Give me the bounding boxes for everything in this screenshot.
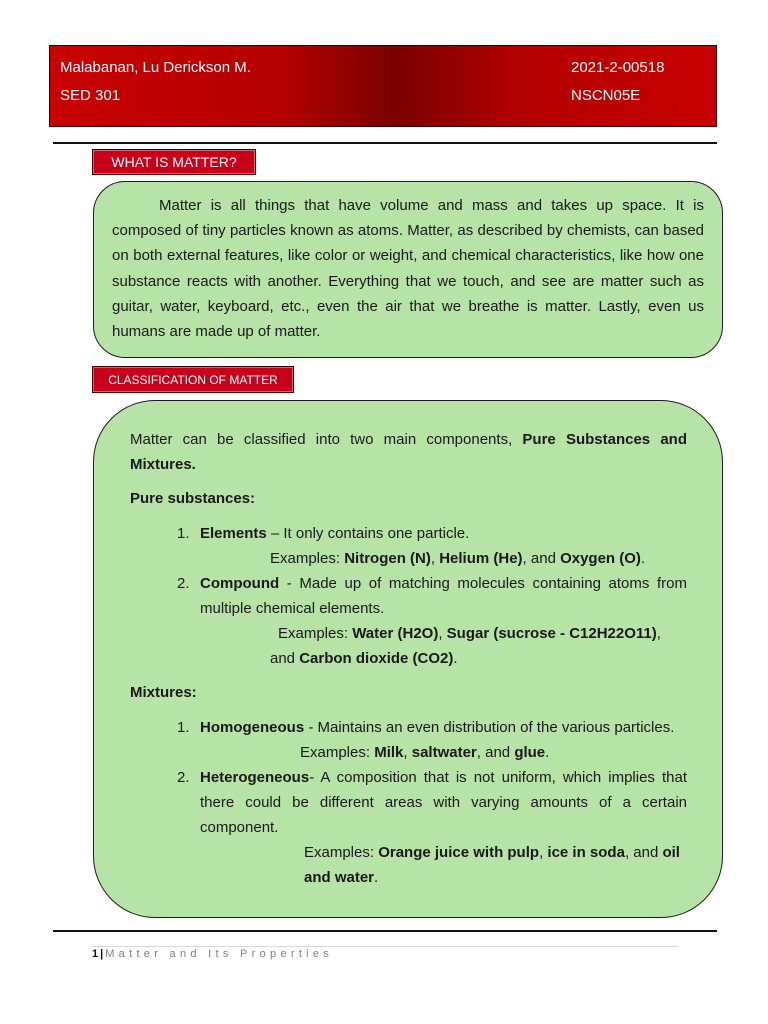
section-code: NSCN05E — [571, 87, 641, 104]
footer-thin-rule — [92, 946, 678, 947]
header-banner — [49, 45, 717, 127]
examples-label: Examples: — [304, 844, 379, 861]
section-tag-classification: CLASSIFICATION OF MATTER — [92, 366, 294, 393]
classification-intro — [130, 427, 687, 477]
list-item-compound — [130, 571, 687, 621]
example-item: Helium (He) — [439, 550, 523, 567]
example-item: saltwater — [411, 744, 477, 761]
example-item: ice in soda — [547, 844, 625, 861]
compound-desc: - Made up of matching molecules containing atoms from multiple chemical elements. — [200, 575, 687, 617]
example-item: Orange juice with pulp — [378, 844, 540, 861]
example-item: Nitrogen (N) — [344, 550, 431, 567]
course-code: SED 301 — [60, 87, 121, 104]
footer-title: Matter and Its Properties — [105, 948, 334, 960]
heterogeneous-examples: Examples: Orange juice with pulp, ice in soda, and oil and water. — [304, 844, 680, 886]
intro-text: Matter can be classified into two main components, — [130, 431, 513, 448]
elements-desc: – It only contains one particle. — [266, 525, 470, 542]
page-footer — [92, 948, 333, 960]
list-number: 1. — [177, 719, 190, 736]
homogeneous-term: Homogeneous — [200, 719, 305, 736]
list-number: 2. — [177, 575, 190, 592]
list-item-elements — [130, 521, 687, 546]
student-id: 2021-2-00518 — [571, 59, 665, 76]
mixtures-heading: Mixtures: — [130, 684, 197, 701]
list-number: 2. — [177, 769, 190, 786]
student-name: Malabanan, Lu Derickson M. — [60, 59, 251, 76]
compound-term: Compound — [200, 575, 280, 592]
footer-separator: | — [100, 948, 104, 960]
example-item: glue — [514, 744, 546, 761]
elements-examples: Examples: Nitrogen (N), Helium (He), and Oxygen (O). — [270, 550, 646, 567]
list-item-heterogeneous — [130, 765, 687, 840]
footer-divider — [53, 930, 717, 932]
heterogeneous-term: Heterogeneous — [200, 769, 310, 786]
examples-label: Examples: — [270, 550, 345, 567]
heterogeneous-desc: - A composition that is not uniform, which implies that there could be different areas with varying amounts of a certain component. — [200, 769, 687, 836]
definition-box — [93, 181, 723, 358]
example-item: Carbon dioxide (CO2) — [299, 650, 454, 667]
definition-paragraph — [112, 193, 704, 344]
elements-term: Elements — [200, 525, 267, 542]
homogeneous-desc: - Maintains an even distribution of the various particles. — [304, 719, 675, 736]
examples-label: Examples: — [300, 744, 375, 761]
example-item: Sugar (sucrose - C12H22O11) — [446, 625, 657, 642]
intro-bold: Pure Substances and Mixtures. — [130, 431, 687, 473]
example-item: Milk — [374, 744, 404, 761]
example-item: oil and water — [304, 844, 680, 886]
classification-box — [93, 400, 723, 918]
list-item-homogeneous — [130, 715, 687, 740]
compound-examples-line1: Examples: Water (H2O), Sugar (sucrose - C12H22O11), — [278, 625, 661, 642]
example-item: Water (H2O) — [352, 625, 439, 642]
example-item: Oxygen (O) — [560, 550, 641, 567]
header-divider — [53, 142, 717, 144]
list-number: 1. — [177, 525, 190, 542]
examples-label: Examples: — [278, 625, 353, 642]
homogeneous-examples: Examples: Milk, saltwater, and glue. — [300, 744, 550, 761]
page-number: 1 — [92, 948, 99, 960]
section-tag-what-is-matter: WHAT IS MATTER? — [92, 149, 256, 175]
pure-substances-heading: Pure substances: — [130, 490, 256, 507]
compound-examples-line2: and Carbon dioxide (CO2). — [270, 650, 458, 667]
definition-text: Matter is all things that have volume and mass and takes up space. It is composed of tiny particles known as atoms. Matter, as described by chemists, can based on both external features, like color or weight, and chemical characteristics, like how one substance reacts with another. Everything that we touch, and see are matter such as guitar, water, keyboard, etc., even the air that we breathe is matter. Lastly, even us humans are made up of matter. — [112, 197, 704, 341]
